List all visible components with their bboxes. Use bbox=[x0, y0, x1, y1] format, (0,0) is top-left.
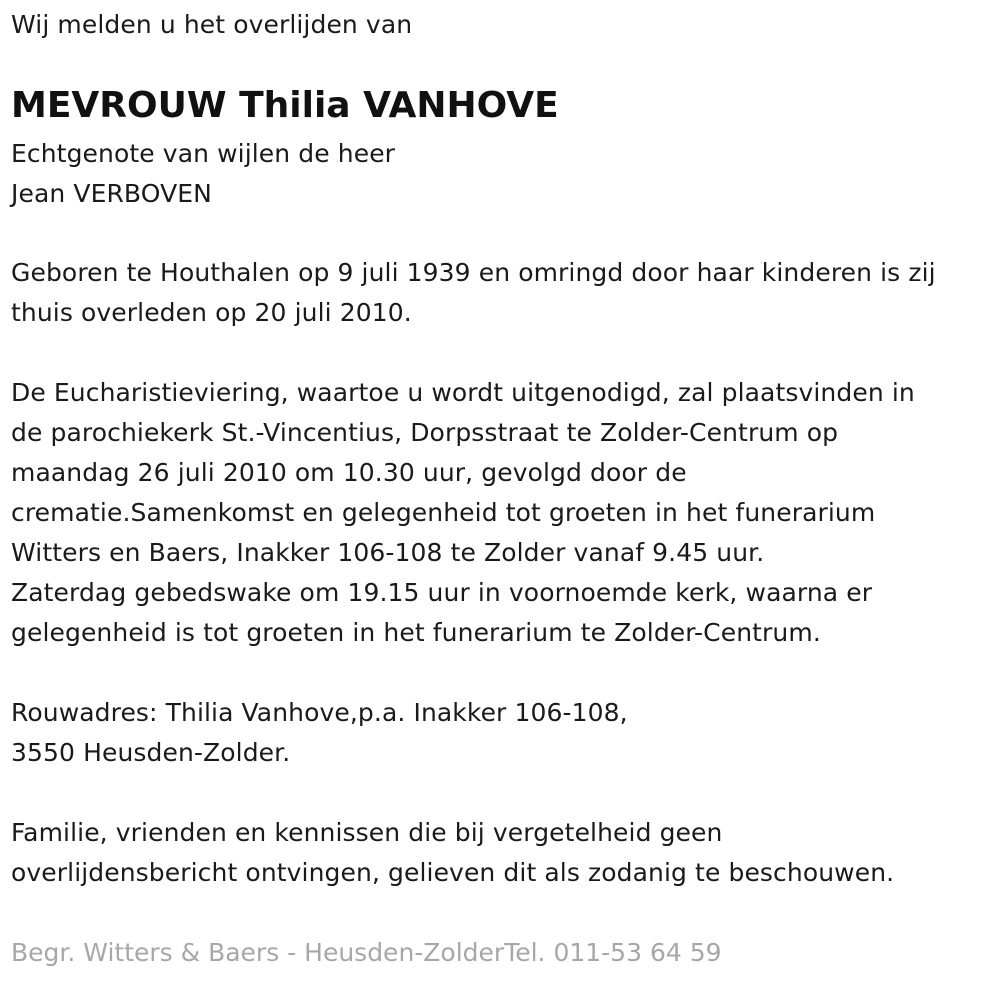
address-line: Rouwadres: Thilia Vanhove,p.a. Inakker 106-108, bbox=[11, 698, 628, 727]
intro-text: Wij melden u het overlijden van bbox=[11, 10, 413, 39]
mourning-address bbox=[11, 693, 628, 773]
ceremony-line: crematie.Samenkomst en gelegenheid tot groeten in het funerarium bbox=[11, 498, 876, 527]
ceremony-line: Witters en Baers, Inakker 106-108 te Zolder vanaf 9.45 uur. bbox=[11, 538, 765, 567]
family-paragraph bbox=[11, 813, 894, 893]
family-line: overlijdensbericht ontvingen, gelieven dit als zodanig te beschouwen. bbox=[11, 858, 895, 887]
spouse-line: Jean VERBOVEN bbox=[11, 179, 212, 208]
spouse-line: Echtgenote van wijlen de heer bbox=[11, 139, 396, 168]
ceremony-paragraph bbox=[11, 373, 915, 653]
birth-paragraph bbox=[11, 253, 936, 333]
ceremony-line: de parochiekerk St.-Vincentius, Dorpsstraat te Zolder-Centrum op bbox=[11, 418, 839, 447]
deceased-name: MEVROUW Thilia VANHOVE bbox=[11, 85, 559, 126]
ceremony-line: maandag 26 juli 2010 om 10.30 uur, gevolgd door de bbox=[11, 458, 687, 487]
ceremony-line: Zaterdag gebedswake om 19.15 uur in voornoemde kerk, waarna er bbox=[11, 578, 873, 607]
ceremony-line: gelegenheid is tot groeten in het funerarium te Zolder-Centrum. bbox=[11, 618, 821, 647]
birth-line: thuis overleden op 20 juli 2010. bbox=[11, 298, 412, 327]
spouse-paragraph bbox=[11, 134, 395, 214]
ceremony-line: De Eucharistieviering, waartoe u wordt uitgenodigd, zal plaatsvinden in bbox=[11, 378, 915, 407]
funeral-home-footer: Begr. Witters & Baers - Heusden-ZolderTel. 011-53 64 59 bbox=[11, 938, 722, 967]
birth-line: Geboren te Houthalen op 9 juli 1939 en omringd door haar kinderen is zij bbox=[11, 258, 936, 287]
family-line: Familie, vrienden en kennissen die bij vergetelheid geen bbox=[11, 818, 723, 847]
address-line: 3550 Heusden-Zolder. bbox=[11, 738, 291, 767]
